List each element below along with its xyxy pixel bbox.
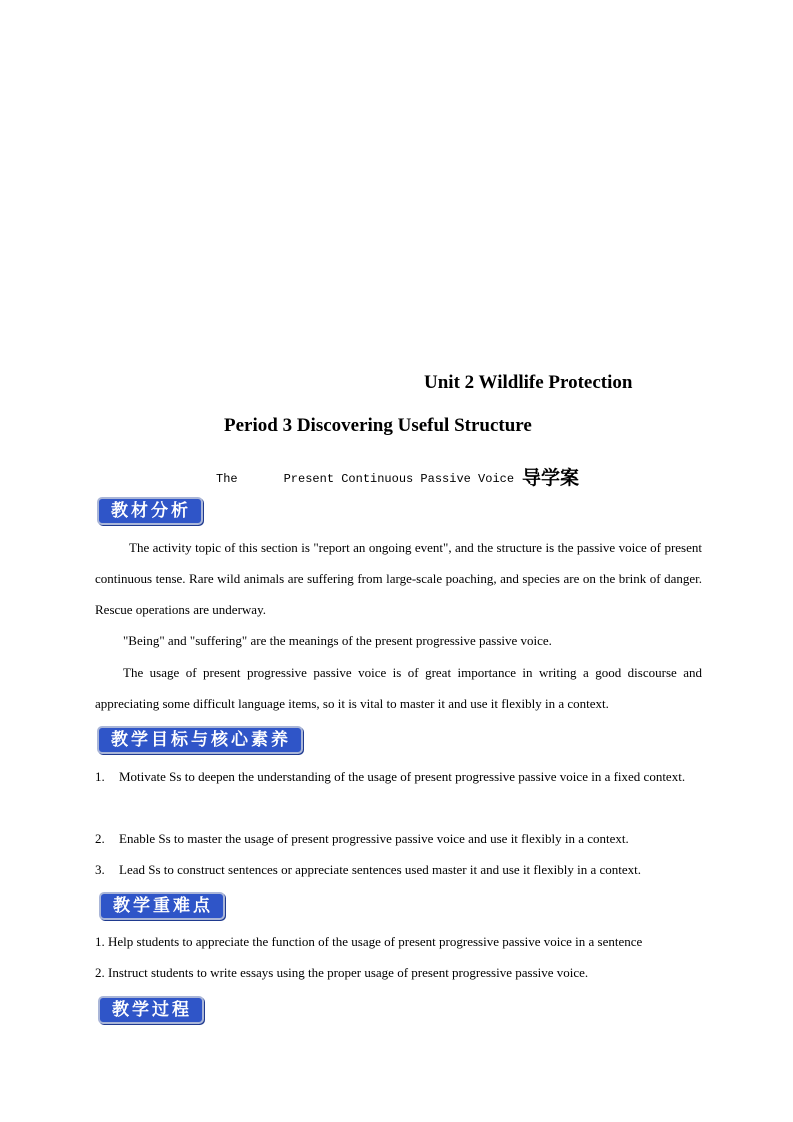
subtitle-topic: Present Continuous Passive Voice: [283, 472, 515, 486]
section-badge-process: 教学过程: [98, 996, 204, 1024]
objective-item-3: [95, 854, 705, 885]
unit-title: Unit 2 Wildlife Protection: [424, 372, 633, 393]
analysis-paragraph-1: The activity topic of this section is "report an ongoing event", and the structure is the passive voice of present continuous tense. Rare wild animals are suffering from large-scale poaching, and species are on the brink of danger. Rescue operations are underway.: [95, 540, 702, 617]
section-badge-objectives: 教学目标与核心素养: [97, 726, 303, 754]
subtitle-cn: 导学案: [522, 467, 580, 489]
key-point-1: 1. Help students to appreciate the function of the usage of present progressive passive voice in a sentence: [95, 934, 643, 949]
lesson-subtitle: [216, 461, 579, 488]
objective-text: Lead Ss to construct sentences or appreciate sentences used master it and use it flexibly in a context.: [119, 862, 641, 877]
objective-num: 1.: [95, 769, 105, 784]
subtitle-the: The: [216, 472, 238, 486]
objective-text: Enable Ss to master the usage of present progressive passive voice and use it flexibly in a context.: [119, 831, 629, 846]
analysis-paragraph-3: The usage of present progressive passive voice is of great importance in writing a good discourse and appreciating some difficult language items, so it is vital to master it and use it flexibly in a context.: [95, 665, 702, 711]
key-point-2: 2. Instruct students to write essays using the proper usage of present progressive passive voice.: [95, 965, 589, 980]
objective-num: 3.: [95, 862, 105, 877]
period-title: Period 3 Discovering Useful Structure: [224, 415, 532, 436]
section-badge-key-points: 教学重难点: [99, 892, 225, 920]
section-badge-analysis: 教材分析: [97, 497, 203, 525]
objective-num: 2.: [95, 831, 105, 846]
objective-item-1: [95, 761, 705, 792]
objective-item-2: [95, 823, 705, 854]
analysis-paragraph-2: "Being" and "suffering" are the meanings of the present progressive passive voice.: [123, 633, 552, 648]
objective-text: Motivate Ss to deepen the understanding of the usage of present progressive passive voice in a fixed context.: [119, 769, 686, 784]
